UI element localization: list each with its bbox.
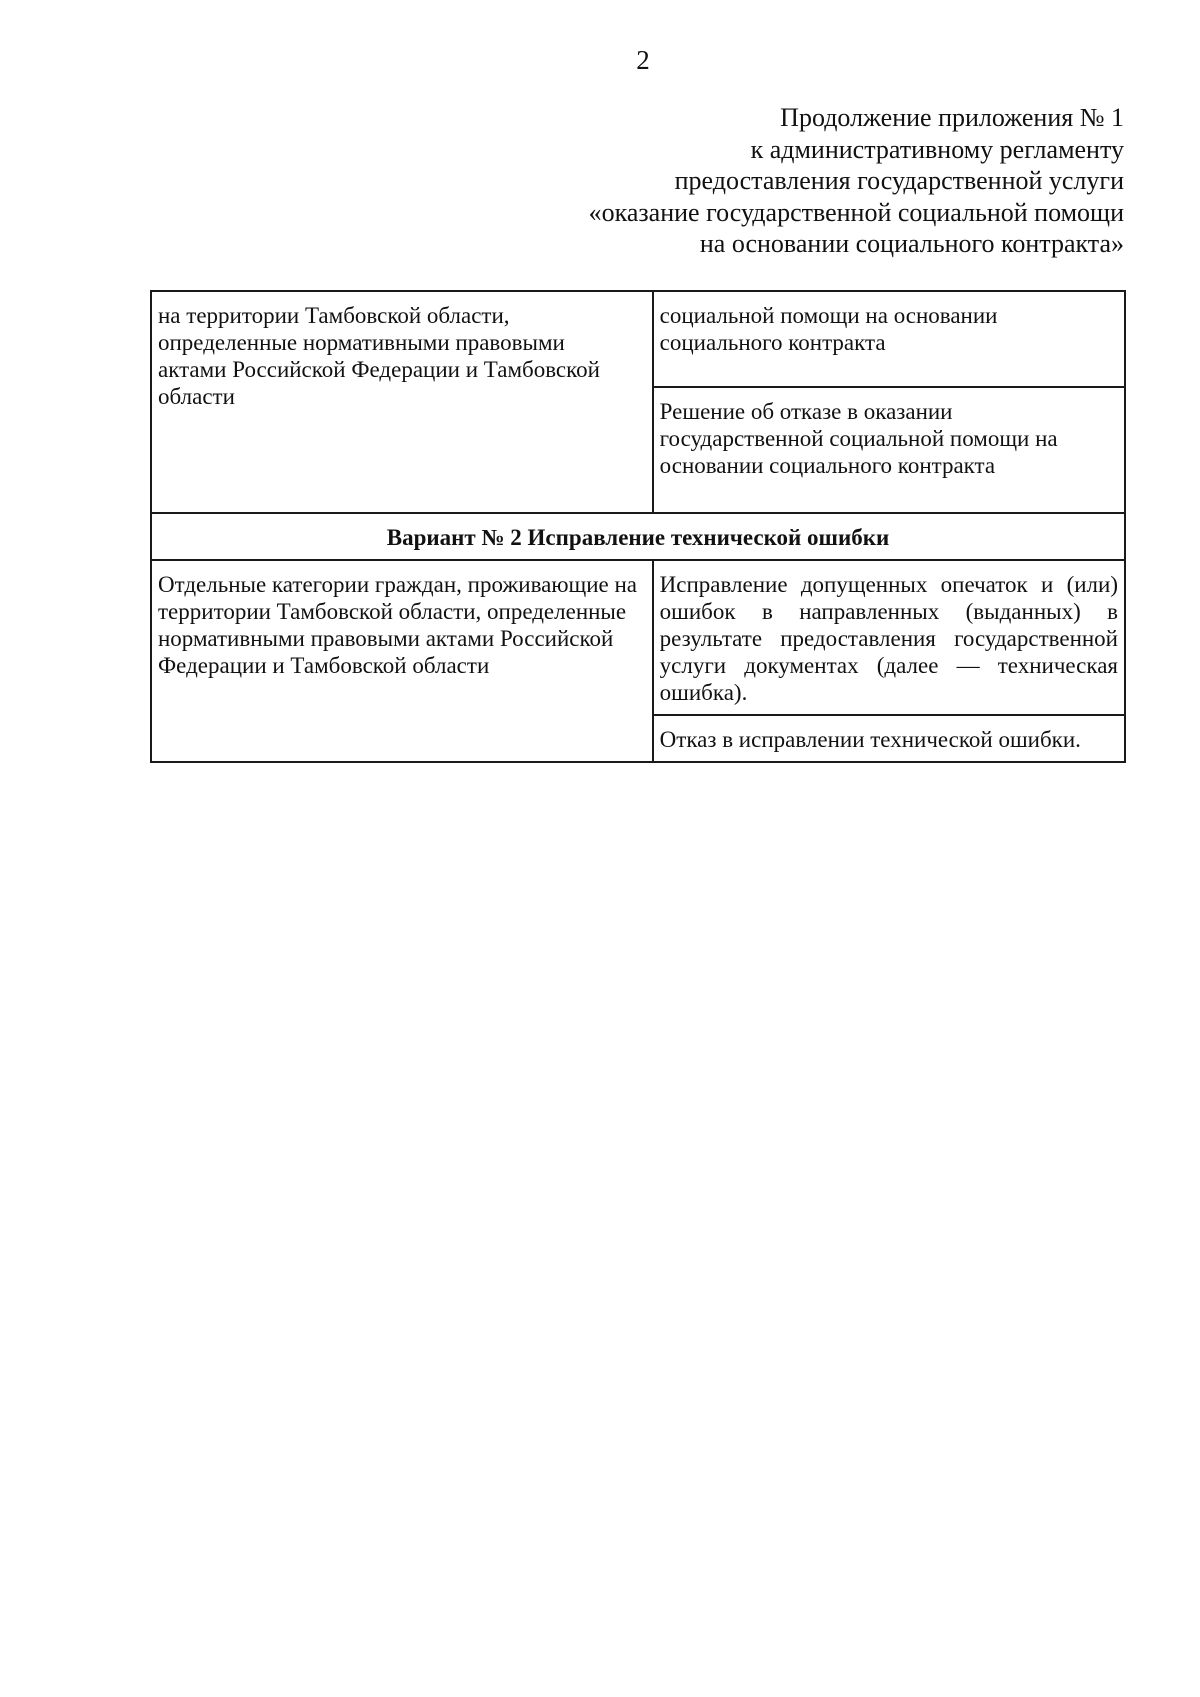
cell-text: Исправление допущенных опечаток и (или) ошибок в направленных (выданных) в результате предоставления государственной услуги документах (далее — техническая ошибка). (659, 572, 1118, 705)
cell-text: социальной помощи на основании социального контракта (659, 303, 998, 355)
header-line: к административному регламенту (750, 134, 1124, 164)
cell-text: Решение об отказе в оказании государственной социальной помощи на основании социального контракта (659, 399, 1058, 478)
table-cell-result (653, 560, 1125, 715)
table-cell-applicants (151, 560, 653, 762)
cell-text: Отдельные категории граждан, проживающие на территории Тамбовской области, определенные нормативными правовыми актами Российской Федерации и Тамбовской области (158, 572, 638, 678)
table-row (151, 291, 1125, 387)
header-line: предоставления государственной услуги (674, 166, 1124, 195)
appendix-header (484, 102, 1124, 260)
table-row (151, 560, 1125, 715)
table-cell-result (653, 291, 1125, 387)
cell-text: на территории Тамбовской области, определенные нормативными правовыми актами Российской Федерации и Тамбовской области (158, 303, 600, 409)
table-cell-refusal (653, 387, 1125, 513)
table-section-row (151, 513, 1125, 560)
variants-table (150, 290, 1126, 763)
section-header: Вариант № 2 Исправление технической ошибки (151, 513, 1125, 560)
table-cell-applicants (151, 291, 653, 513)
header-line: Продолжение приложения № 1 (780, 103, 1124, 132)
header-line: «оказание государственной социальной помощи (588, 197, 1124, 227)
cell-text: Отказ в исправлении технической ошибки. (659, 727, 1081, 752)
table-cell-refusal (653, 715, 1125, 762)
header-line: на основании социального контракта» (699, 229, 1124, 258)
page-number: 2 (636, 45, 650, 75)
